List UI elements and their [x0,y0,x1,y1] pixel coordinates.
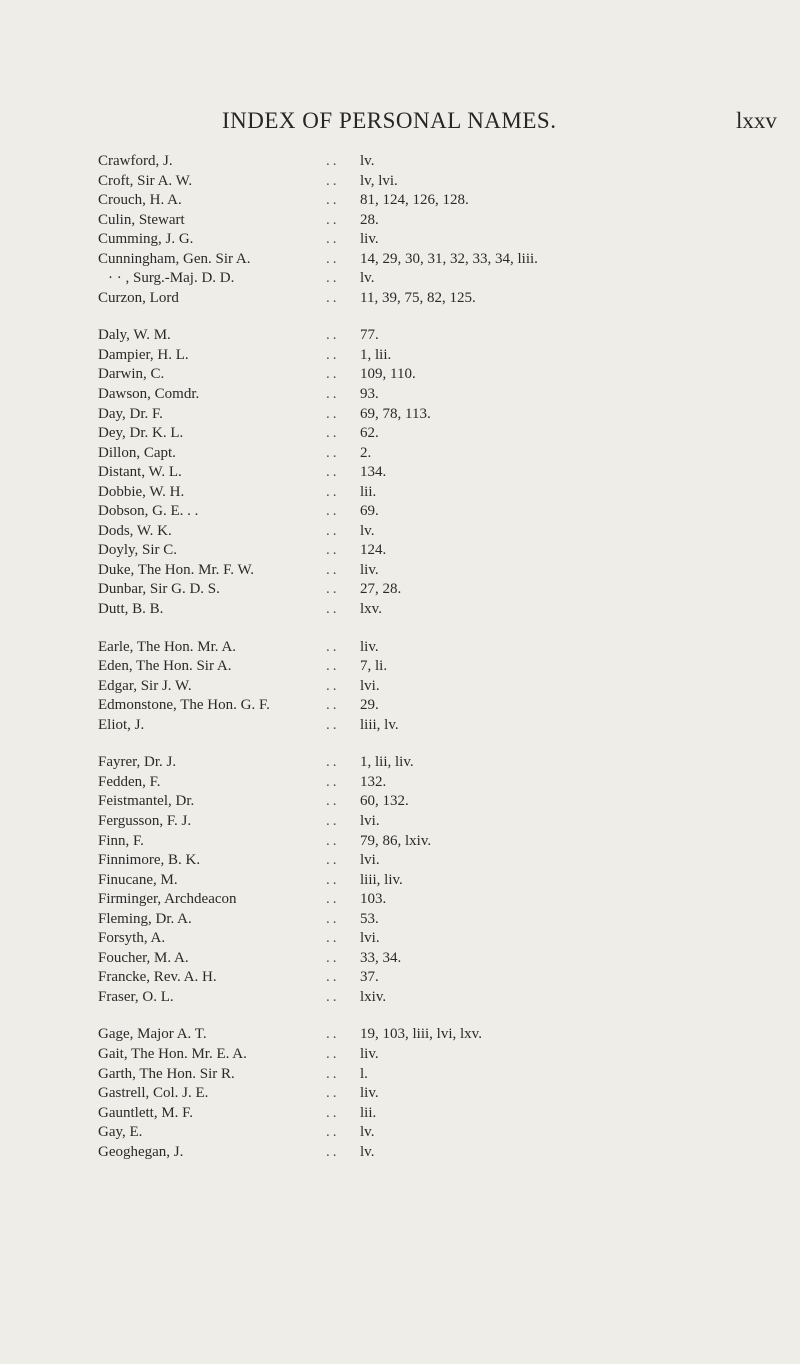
entry-page-refs: 60, 132. [360,793,409,810]
index-section [98,326,788,619]
index-entry [98,580,788,600]
index-entry [98,1143,788,1163]
leader-dots: .. [326,250,340,267]
entry-page-refs: l. [360,1065,368,1082]
index-entry [98,502,788,522]
entry-page-refs: lvi. [360,852,380,869]
leader-dots: .. [326,1104,340,1121]
entry-page-refs: lii. [360,1104,377,1121]
index-entry [98,1104,788,1124]
entry-name: Darwin, C. [98,366,165,383]
index-entry [98,385,788,405]
entry-name: Gait, The Hon. Mr. E. A. [98,1045,247,1062]
entry-page-refs: lvi. [360,677,380,694]
entry-name: Fayrer, Dr. J. [98,754,177,771]
leader-dots: .. [326,405,340,422]
leader-dots: .. [326,503,340,520]
entry-page-refs: 19, 103, liii, lvi, lxv. [360,1026,482,1043]
entry-page-refs: 11, 39, 75, 82, 125. [360,289,476,306]
leader-dots: .. [326,386,340,403]
entry-page-refs: lv. [360,522,375,539]
entry-name: Curzon, Lord [98,289,179,306]
index-entry [98,444,788,464]
entry-page-refs: lii. [360,483,377,500]
index-entry [98,522,788,542]
leader-dots: .. [326,891,340,908]
leader-dots: .. [326,172,340,189]
leader-dots: .. [326,930,340,947]
leader-dots: .. [326,969,340,986]
leader-dots: .. [326,346,340,363]
entry-page-refs: 1, lii. [360,346,392,363]
leader-dots: .. [326,1085,340,1102]
entry-page-refs: 79, 86, lxiv. [360,832,432,849]
leader-dots: .. [326,192,340,209]
entry-name: Firminger, Archdeacon [98,891,237,908]
entry-page-refs: 2. [360,444,372,461]
index-entry [98,1025,788,1045]
entry-page-refs: 132. [360,773,387,790]
entry-name: Dawson, Comdr. [98,386,200,403]
entry-page-refs: 7, li. [360,658,388,675]
entry-name: Edmonstone, The Hon. G. F. [98,697,270,714]
leader-dots: .. [326,1045,340,1062]
entry-name: Feistmantel, Dr. [98,793,195,810]
entry-name: Distant, W. L. [98,464,182,481]
index-entry [98,792,788,812]
leader-dots: .. [326,464,340,481]
entry-name: Crawford, J. [98,153,173,169]
entry-name: Gage, Major A. T. [98,1026,207,1043]
entry-page-refs: lxiv. [360,988,387,1005]
entry-page-refs: 28. [360,211,379,228]
index-entry [98,929,788,949]
leader-dots: .. [326,832,340,849]
index-entry [98,910,788,930]
leader-dots: .. [326,754,340,771]
entry-page-refs: 29. [360,697,379,714]
entry-page-refs: 93. [360,386,379,403]
leader-dots: .. [326,949,340,966]
entry-name: Dutt, B. B. [98,601,164,618]
entry-page-refs: liv. [360,561,379,578]
entry-name: · · , Surg.-Maj. D. D. [108,270,235,287]
leader-dots: .. [326,1143,340,1160]
entry-name: Fraser, O. L. [98,988,174,1005]
index-entry [98,1065,788,1085]
index-entry [98,753,788,773]
entry-page-refs: 69, 78, 113. [360,405,431,422]
index-entry [98,696,788,716]
index-entry [98,405,788,425]
entry-name: Duke, The Hon. Mr. F. W. [98,561,255,578]
entry-name: Day, Dr. F. [98,405,163,422]
index-entry [98,851,788,871]
entry-page-refs: 33, 34. [360,949,402,966]
running-title: INDEX OF PERSONAL NAMES. [222,108,557,133]
page-number: lxxv [736,108,777,133]
leader-dots: .. [326,601,340,618]
index-entry [98,832,788,852]
entry-name: Eliot, J. [98,716,145,733]
index-entry [98,657,788,677]
entry-page-refs: 77. [360,327,379,344]
entry-name: Finn, F. [98,832,144,849]
index-entry [98,773,788,793]
entry-name: Finnimore, B. K. [98,852,201,869]
entry-page-refs: lv. [360,270,375,287]
index-entry [98,677,788,697]
entry-page-refs: 69. [360,503,379,520]
index-entry [98,230,788,250]
leader-dots: .. [326,289,340,306]
entry-name: Edgar, Sir J. W. [98,677,192,694]
index-entry [98,988,788,1008]
leader-dots: .. [326,716,340,733]
entry-name: Culin, Stewart [98,211,185,228]
leader-dots: .. [326,658,340,675]
entry-name: Cumming, J. G. [98,231,194,248]
index-entry [98,172,788,192]
entry-name: Foucher, M. A. [98,949,189,966]
index-entry [98,365,788,385]
index-entry [98,463,788,483]
index-entry [98,269,788,289]
entry-name: Dobbie, W. H. [98,483,185,500]
index-entry [98,424,788,444]
leader-dots: .. [326,327,340,344]
index-entry [98,1045,788,1065]
leader-dots: .. [326,581,340,598]
leader-dots: .. [326,270,340,287]
entry-name: Croft, Sir A. W. [98,172,193,189]
page-header [0,108,800,148]
leader-dots: .. [326,561,340,578]
entry-page-refs: lv. [360,153,375,169]
entry-name: Garth, The Hon. Sir R. [98,1065,235,1082]
leader-dots: .. [326,425,340,442]
index-entry [98,152,788,172]
index-entry [98,638,788,658]
leader-dots: .. [326,852,340,869]
index-list [98,152,788,1180]
entry-page-refs: liv. [360,638,379,655]
index-entry [98,250,788,270]
entry-name: Dampier, H. L. [98,346,189,363]
entry-name: Doyly, Sir C. [98,542,178,559]
leader-dots: .. [326,871,340,888]
entry-name: Francke, Rev. A. H. [98,969,217,986]
leader-dots: .. [326,638,340,655]
index-entry [98,483,788,503]
entry-page-refs: liv. [360,1045,379,1062]
index-entry [98,541,788,561]
entry-page-refs: 62. [360,425,379,442]
entry-name: Gay, E. [98,1124,143,1141]
leader-dots: .. [326,988,340,1005]
index-entry [98,326,788,346]
entry-page-refs: liv. [360,231,379,248]
index-entry [98,949,788,969]
entry-page-refs: lv. [360,1143,375,1160]
index-entry [98,968,788,988]
index-section [98,1025,788,1162]
entry-name: Dobson, G. E. . . [98,503,199,520]
index-entry [98,289,788,309]
entry-name: Cunningham, Gen. Sir A. [98,250,251,267]
index-section [98,753,788,1007]
entry-page-refs: lv. [360,1124,375,1141]
entry-page-refs: 1, lii, liv. [360,754,414,771]
leader-dots: .. [326,522,340,539]
leader-dots: .. [326,1065,340,1082]
leader-dots: .. [326,153,340,169]
entry-name: Crouch, H. A. [98,192,182,209]
entry-page-refs: 81, 124, 126, 128. [360,192,469,209]
leader-dots: .. [326,910,340,927]
entry-name: Gastrell, Col. J. E. [98,1085,209,1102]
index-entry [98,561,788,581]
entry-page-refs: 124. [360,542,387,559]
entry-name: Finucane, M. [98,871,178,888]
entry-name: Dey, Dr. K. L. [98,425,184,442]
entry-name: Forsyth, A. [98,930,166,947]
entry-page-refs: 27, 28. [360,581,402,598]
entry-page-refs: liv. [360,1085,379,1102]
entry-page-refs: liii, lv. [360,716,399,733]
index-section [98,638,788,736]
entry-page-refs: 103. [360,891,387,908]
entry-page-refs: 14, 29, 30, 31, 32, 33, 34, liii. [360,250,538,267]
leader-dots: .. [326,542,340,559]
leader-dots: .. [326,444,340,461]
entry-name: Earle, The Hon. Mr. A. [98,638,237,655]
leader-dots: .. [326,1124,340,1141]
entry-page-refs: 53. [360,910,379,927]
index-entry [98,890,788,910]
leader-dots: .. [326,697,340,714]
leader-dots: .. [326,812,340,829]
entry-name: Dods, W. K. [98,522,172,539]
leader-dots: .. [326,793,340,810]
index-entry [98,346,788,366]
entry-name: Fleming, Dr. A. [98,910,192,927]
index-section [98,152,788,308]
entry-page-refs: 134. [360,464,387,481]
leader-dots: .. [326,677,340,694]
entry-name: Fergusson, F. J. [98,812,192,829]
leader-dots: .. [326,231,340,248]
entry-name: Gauntlett, M. F. [98,1104,194,1121]
leader-dots: .. [326,1026,340,1043]
leader-dots: .. [326,366,340,383]
entry-name: Eden, The Hon. Sir A. [98,658,232,675]
entry-page-refs: liii, liv. [360,871,403,888]
leader-dots: .. [326,211,340,228]
index-entry [98,600,788,620]
entry-name: Geoghegan, J. [98,1143,184,1160]
entry-name: Dillon, Capt. [98,444,176,461]
index-entry [98,1123,788,1143]
index-entry [98,191,788,211]
index-entry [98,211,788,231]
entry-name: Daly, W. M. [98,327,171,344]
leader-dots: .. [326,773,340,790]
entry-name: Fedden, F. [98,773,161,790]
entry-page-refs: 109, 110. [360,366,416,383]
entry-page-refs: 37. [360,969,379,986]
entry-page-refs: lxv. [360,601,382,618]
entry-page-refs: lv, lvi. [360,172,398,189]
index-entry [98,716,788,736]
entry-page-refs: lvi. [360,812,380,829]
entry-page-refs: lvi. [360,930,380,947]
entry-name: Dunbar, Sir G. D. S. [98,581,220,598]
leader-dots: .. [326,483,340,500]
index-entry [98,812,788,832]
index-entry [98,1084,788,1104]
index-entry [98,871,788,891]
